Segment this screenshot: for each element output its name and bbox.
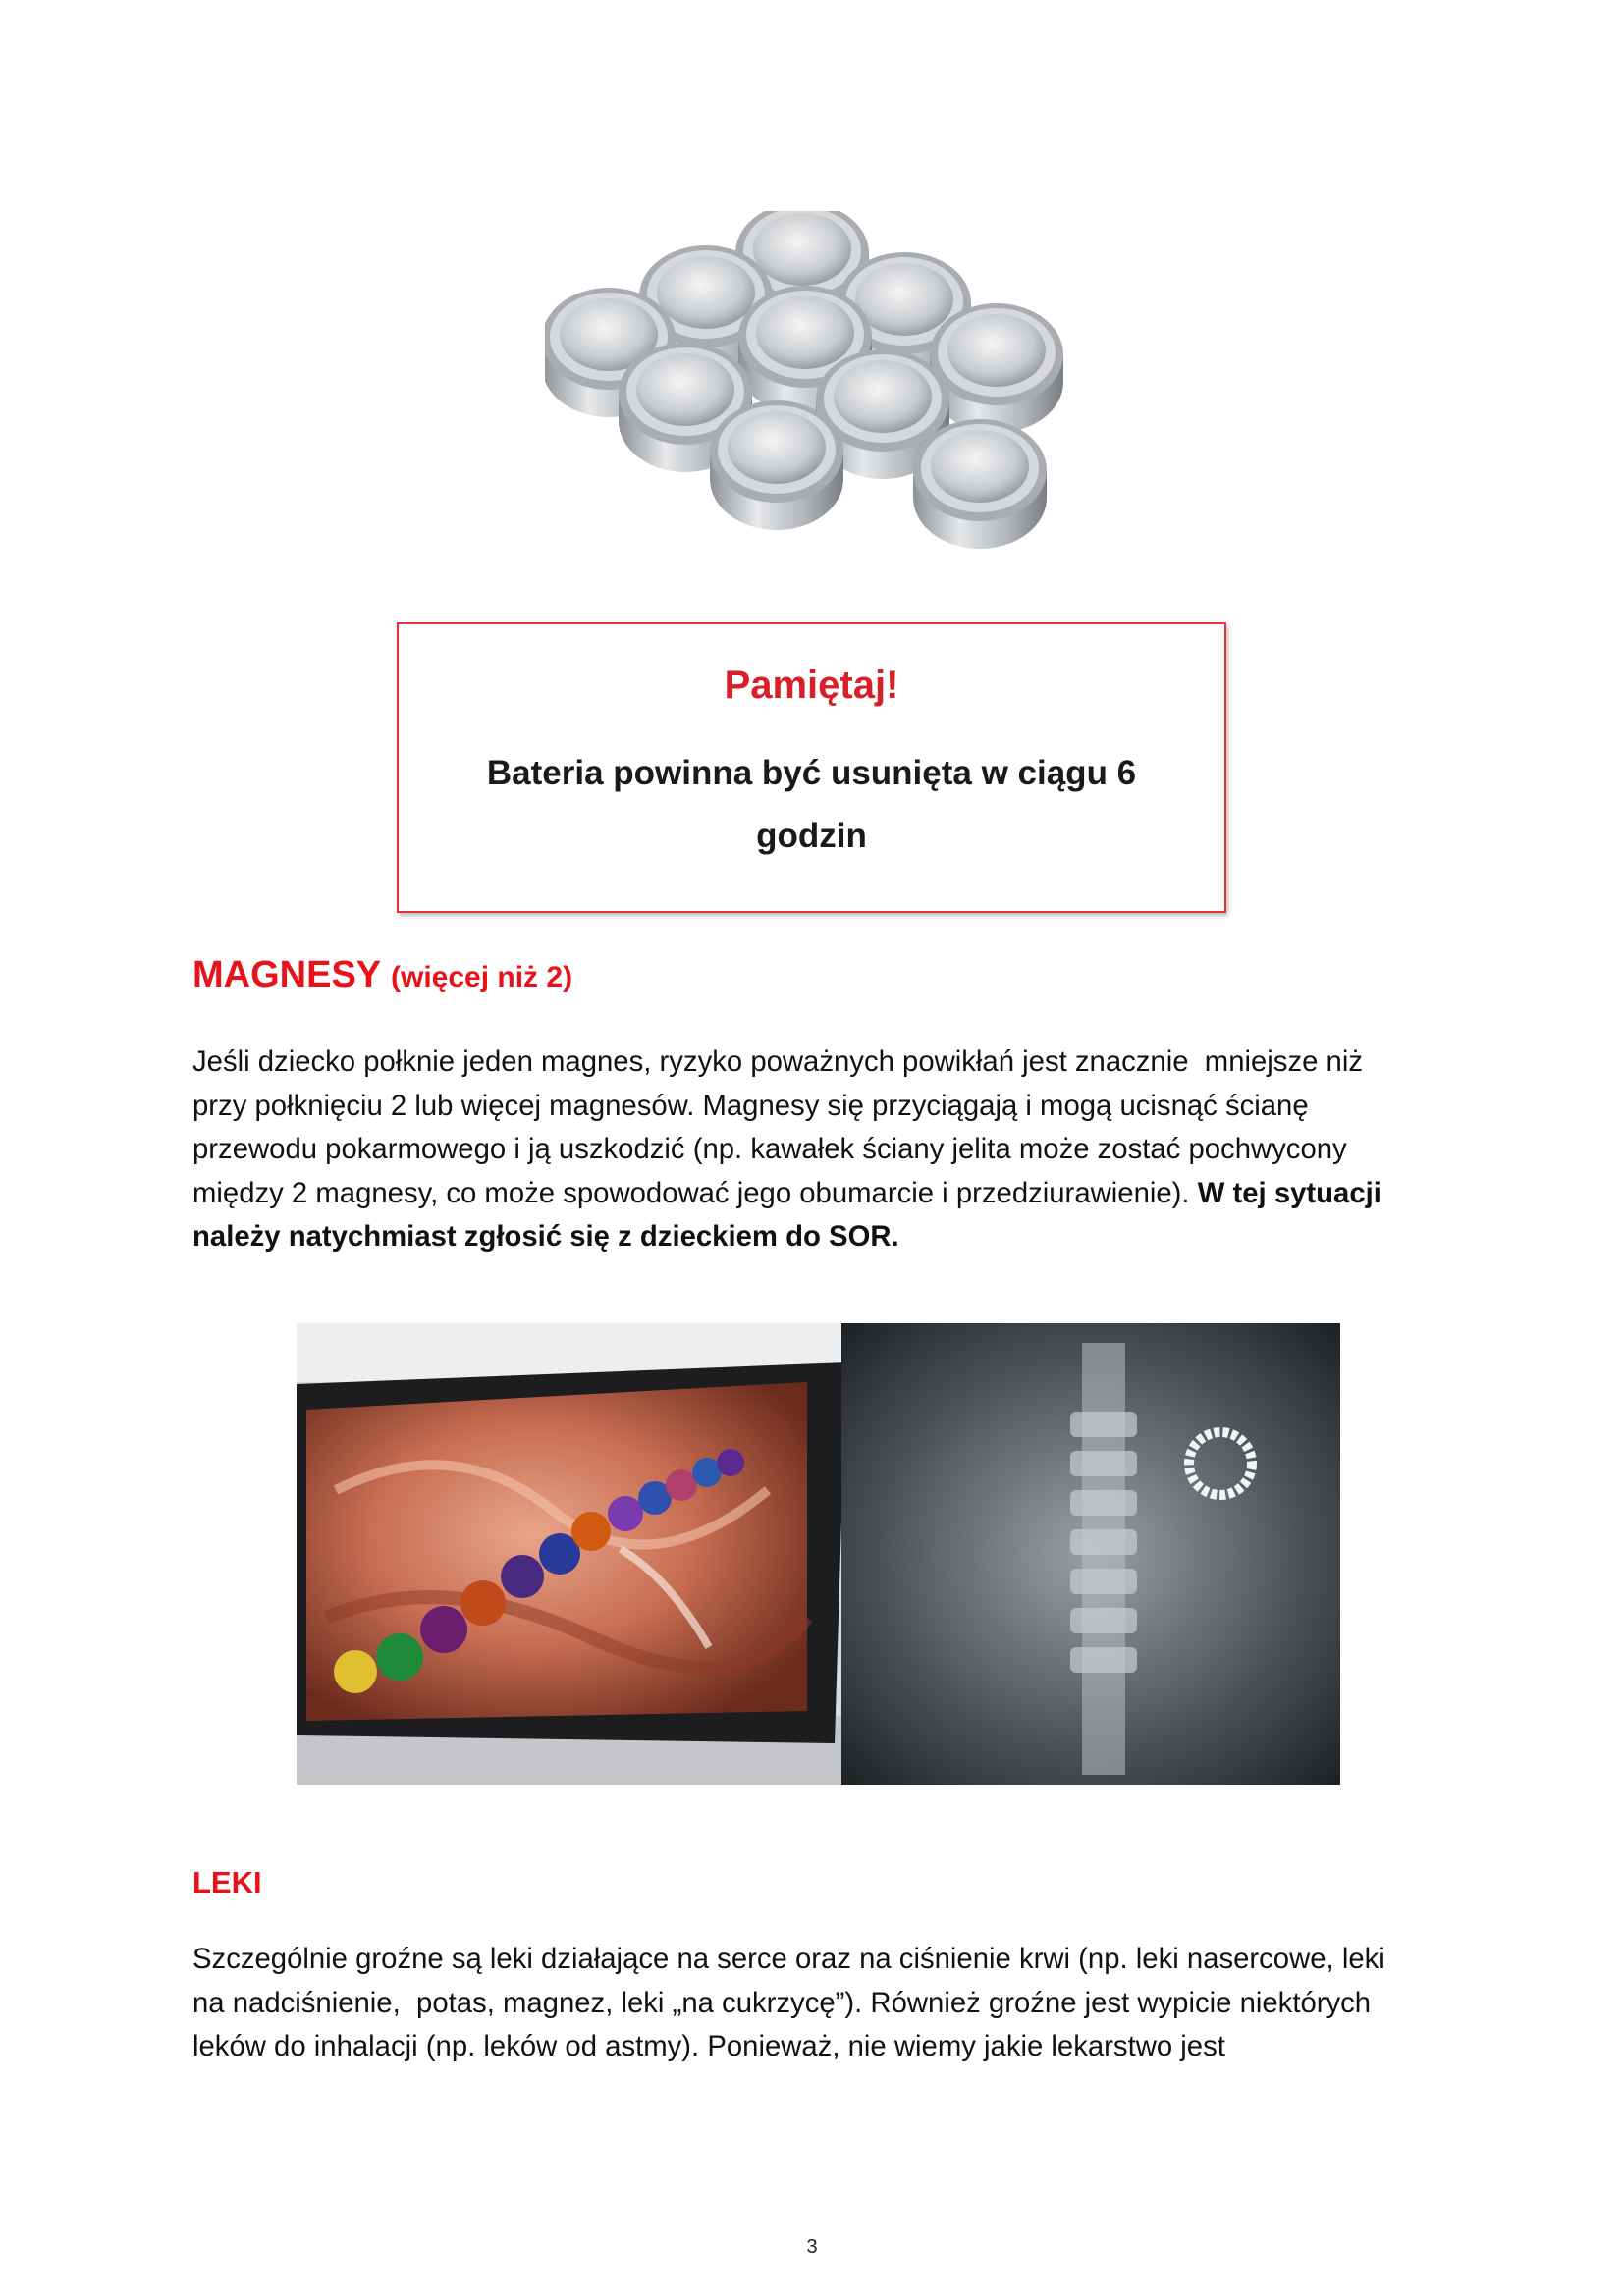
reminder-line-2: godzin bbox=[756, 817, 867, 855]
paragraph-bold-text: należy natychmiast zgłosić się z dzieckiem do SOR. bbox=[192, 1220, 899, 1253]
reminder-title: Pamiętaj! bbox=[724, 664, 899, 707]
paragraph-line-text: między 2 magnesy, co może spowodować jego obumarcie i przedziurawienie). bbox=[192, 1176, 1198, 1209]
paragraph-bold-text: W tej sytuacji bbox=[1197, 1176, 1381, 1209]
magnets-medical-photo bbox=[297, 1323, 1340, 1785]
magnesy-heading-suffix: (więcej niż 2) bbox=[391, 961, 573, 993]
endoscopy-photo bbox=[297, 1323, 846, 1785]
paragraph-line: leków do inhalacji (np. leków od astmy). Ponieważ, nie wiemy jakie lekarstwo jest bbox=[192, 2030, 1225, 2062]
paragraph-line: przewodu pokarmowego i ją uszkodzić (np. kawałek ściany jelita może zostać pochwycony bbox=[192, 1133, 1347, 1165]
paragraph-line bbox=[192, 1215, 1444, 1259]
leki-heading: LEKI bbox=[192, 1865, 262, 1899]
button-batteries-image bbox=[545, 211, 1080, 594]
leki-paragraph bbox=[192, 1938, 1444, 2069]
magnesy-paragraph bbox=[192, 1041, 1444, 1259]
page-number: 3 bbox=[806, 2236, 818, 2258]
reminder-box bbox=[397, 622, 1226, 913]
magnesy-heading bbox=[192, 954, 572, 996]
paragraph-line: przy połknięciu 2 lub więcej magnesów. Magnesy się przyciągają i mogą ucisnąć ścianę bbox=[192, 1089, 1309, 1122]
paragraph-line: na nadciśnienie, potas, magnez, leki „na cukrzycę”). Również groźne jest wypicie niektórych bbox=[192, 1986, 1372, 2019]
reminder-line-1: Bateria powinna być usunięta w ciągu 6 bbox=[486, 754, 1137, 792]
paragraph-line bbox=[192, 1172, 1444, 1216]
magnesy-heading-title: MAGNESY bbox=[192, 954, 381, 995]
xray-photo bbox=[841, 1323, 1340, 1785]
reminder-text bbox=[438, 742, 1185, 868]
paragraph-line: Jeśli dziecko połknie jeden magnes, ryzyko poważnych powikłań jest znacznie mniejsze niż bbox=[192, 1045, 1363, 1078]
paragraph-line: Szczególnie groźne są leki działające na serce oraz na ciśnienie krwi (np. leki nasercowe, leki bbox=[192, 1943, 1385, 1975]
